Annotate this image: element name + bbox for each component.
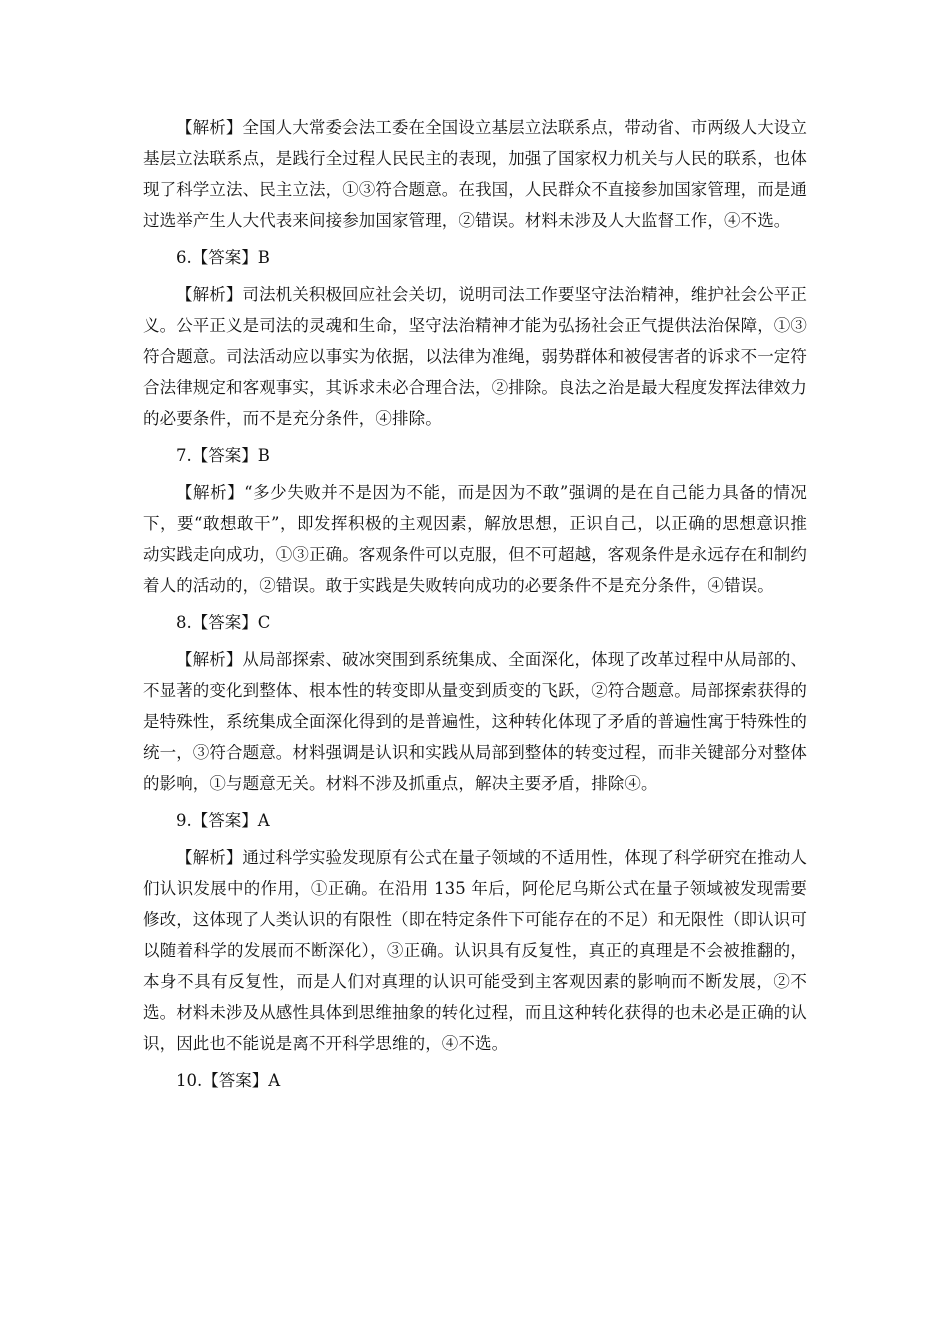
question-number: 10.: [176, 1071, 203, 1090]
answer-tag: 【答案】: [191, 613, 258, 632]
question-number: 8.: [176, 613, 192, 632]
answer-tag: 【答案】: [191, 248, 258, 267]
answer-line-8: [143, 607, 807, 638]
answer-line-7: [143, 440, 807, 471]
answer-value: B: [257, 446, 270, 465]
answer-value: B: [257, 248, 270, 267]
analysis-paragraph-7: 【解析】“多少失败并不是因为不能，而是因为不敢”强调的是在自己能力具备的情况下，要“敢想敢干”，即发挥积极的主观因素，解放思想，正识自己，以正确的思想意识推动实践走向成功，①③正确。客观条件可以克服，但不可超越，客观条件是永远存在和制约着人的活动的，②错误。敢于实践是失败转向成功的必要条件不是充分条件，④错误。: [143, 483, 807, 595]
answer-line-9: [143, 805, 807, 836]
question-number: 7.: [176, 446, 192, 465]
analysis-paragraph-5: 【解析】全国人大常委会法工委在全国设立基层立法联系点，带动省、市两级人大设立基层立法联系点，是践行全过程人民民主的表现，加强了国家权力机关与人民的联系，也体现了科学立法、民主立法，①③符合题意。在我国，人民群众不直接参加国家管理，而是通过选举产生人大代表来间接参加国家管理，②错误。材料未涉及人大监督工作，④不选。: [143, 118, 807, 230]
question-number: 9.: [176, 811, 192, 830]
document-content: [143, 112, 807, 1102]
analysis-paragraph-6: 【解析】司法机关积极回应社会关切，说明司法工作要坚守法治精神，维护社会公平正义。公平正义是司法的灵魂和生命，坚守法治精神才能为弘扬社会正气提供法治保障，①③符合题意。司法活动应以事实为依据，以法律为准绳，弱势群体和被侵害者的诉求不一定符合法律规定和客观事实，其诉求未必合理合法，②排除。良法之治是最大程度发挥法律效力的必要条件，而不是充分条件，④排除。: [143, 285, 807, 428]
answer-tag: 【答案】: [191, 446, 258, 465]
answer-line-10: [143, 1065, 807, 1096]
answer-line-6: [143, 242, 807, 273]
analysis-paragraph-8: 【解析】从局部探索、破冰突围到系统集成、全面深化，体现了改革过程中从局部的、不显著的变化到整体、根本性的转变即从量变到质变的飞跃，②符合题意。局部探索获得的是特殊性，系统集成全面深化得到的是普遍性，这种转化体现了矛盾的普遍性寓于特殊性的统一，③符合题意。材料强调是认识和实践从局部到整体的转变过程，而非关键部分对整体的影响，①与题意无关。材料不涉及抓重点，解决主要矛盾，排除④。: [143, 650, 807, 793]
answer-value: C: [257, 613, 271, 632]
question-number: 6.: [176, 248, 192, 267]
analysis-paragraph-9: 【解析】通过科学实验发现原有公式在量子领域的不适用性，体现了科学研究在推动人们认识发展中的作用，①正确。在沿用 135 年后，阿伦尼乌斯公式在量子领域被发现需要修改，这体现了人类认识的有限性（即在特定条件下可能存在的不足）和无限性（即认识可以随着科学的发展而不断深化），③正确。认识具有反复性，真正的真理是不会被推翻的，本身不具有反复性，而是人们对真理的认识可能受到主客观因素的影响而不断发展，②不选。材料未涉及从感性具体到思维抽象的转化过程，而且这种转化获得的也未必是正确的认识，因此也不能说是离不开科学思维的，④不选。: [143, 848, 807, 1053]
answer-value: A: [268, 1071, 281, 1090]
answer-tag: 【答案】: [202, 1071, 269, 1090]
answer-tag: 【答案】: [191, 811, 258, 830]
answer-value: A: [257, 811, 270, 830]
